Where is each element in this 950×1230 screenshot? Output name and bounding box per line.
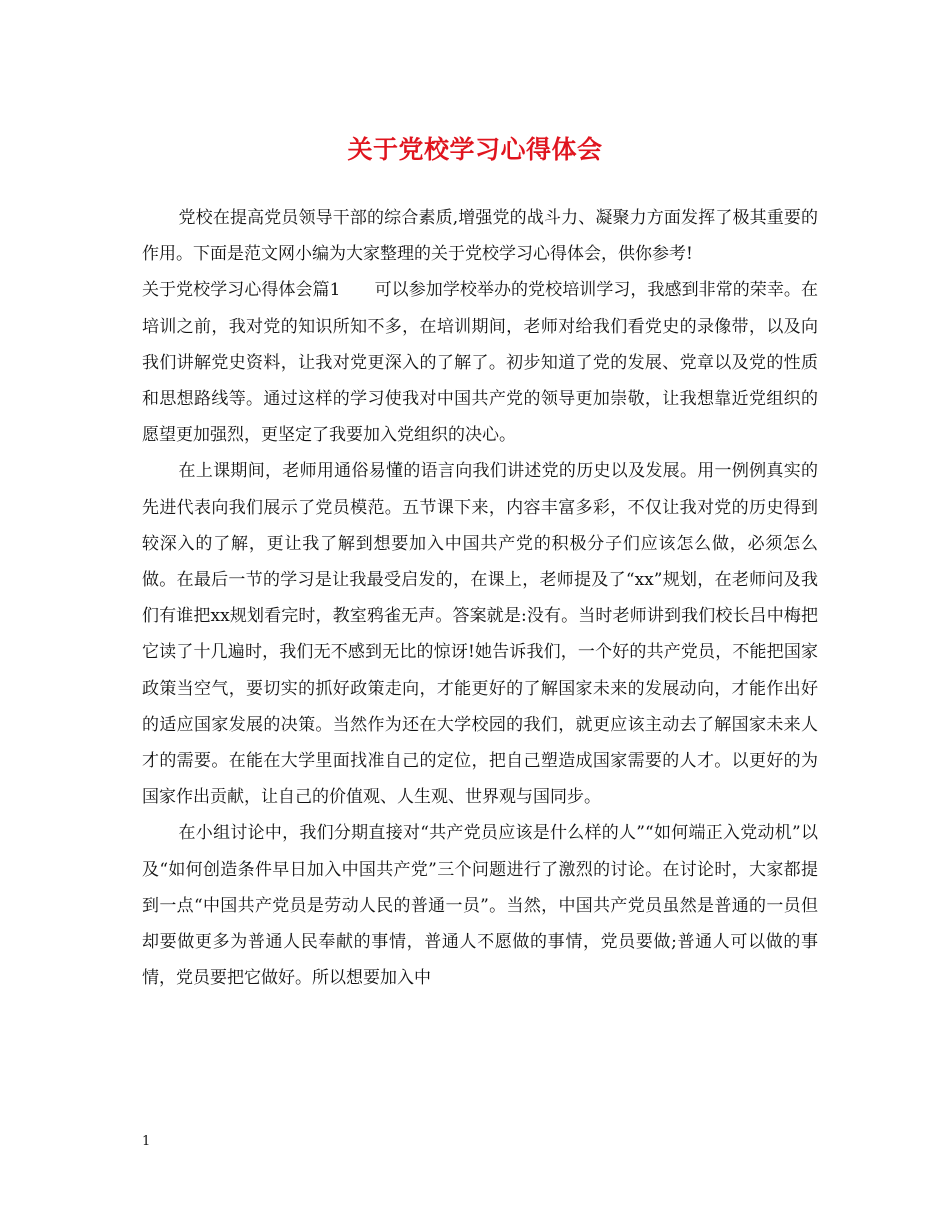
paragraph-class-period: 在上课期间，老师用通俗易懂的语言向我们讲述党的历史以及发展。用一例例真实的先进代表向我们展示了党员模范。五节课下来，内容丰富多彩，不仅让我对党的历史得到较深入的了解，更让我了解到想要加入中国共产党的积极分子们应该怎么做，必须怎么做。在最后一节的学习是让我最受启发的，在课上，老师提及了“xx”规划，在老师问及我们有谁把xx规划看完时，教室鸦雀无声。答案就是:没有。当时老师讲到我们校长吕中梅把它读了十几遍时，我们无不感到无比的惊讶!她告诉我们，一个好的共产党员，不能把国家政策当空气，要切实的抓好政策走向，才能更好的了解国家未来的发展动向，才能作出好的适应国家发展的决策。当然作为还在大学校园的我们，就更应该主动去了解国家未来人才的需要。在能在大学里面找准自己的定位，把自己塑造成国家需要的人才。以更好的为国家作出贡献，让自己的价值观、人生观、世界观与国同步。	[142, 461, 818, 808]
paragraph-group-discussion: 在小组讨论中，我们分期直接对“共产党员应该是什么样的人”“如何端正入党动机”以及“如何创造条件早日加入中国共产党”三个问题进行了激烈的讨论。在讨论时，大家都提到一点“中国共产党员是劳动人民的普通一员”。当然，中国共产党员虽然是普通的一员但却要做更多为普通人民奉献的事情，普通人不愿做的事情，党员要做;普通人可以做的事情，党员要把它做好。所以想要加入中	[142, 823, 818, 989]
paragraph-intro: 党校在提高党员领导干部的综合素质,增强党的战斗力、凝聚力方面发挥了极其重要的作用。下面是范文网小编为大家整理的关于党校学习心得体会，供你参考!	[142, 208, 818, 265]
document-title: 关于党校学习心得体会	[347, 135, 603, 164]
paragraph-section-1: 关于党校学习心得体会篇1 可以参加学校举办的党校培训学习，我感到非常的荣幸。在培训之前，我对党的知识所知不多，在培训期间，老师对给我们看党史的录像带，以及向我们讲解党史资料，让我对党更深入的了解了。初步知道了党的发展、党章以及党的性质和思想路线等。通过这样的学习使我对中国共产党的领导更加崇敬，让我想靠近党组织的愿望更加强烈，更坚定了我要加入党组织的决心。	[142, 280, 818, 446]
page-number: 1	[142, 1134, 151, 1149]
document-body	[142, 200, 818, 996]
